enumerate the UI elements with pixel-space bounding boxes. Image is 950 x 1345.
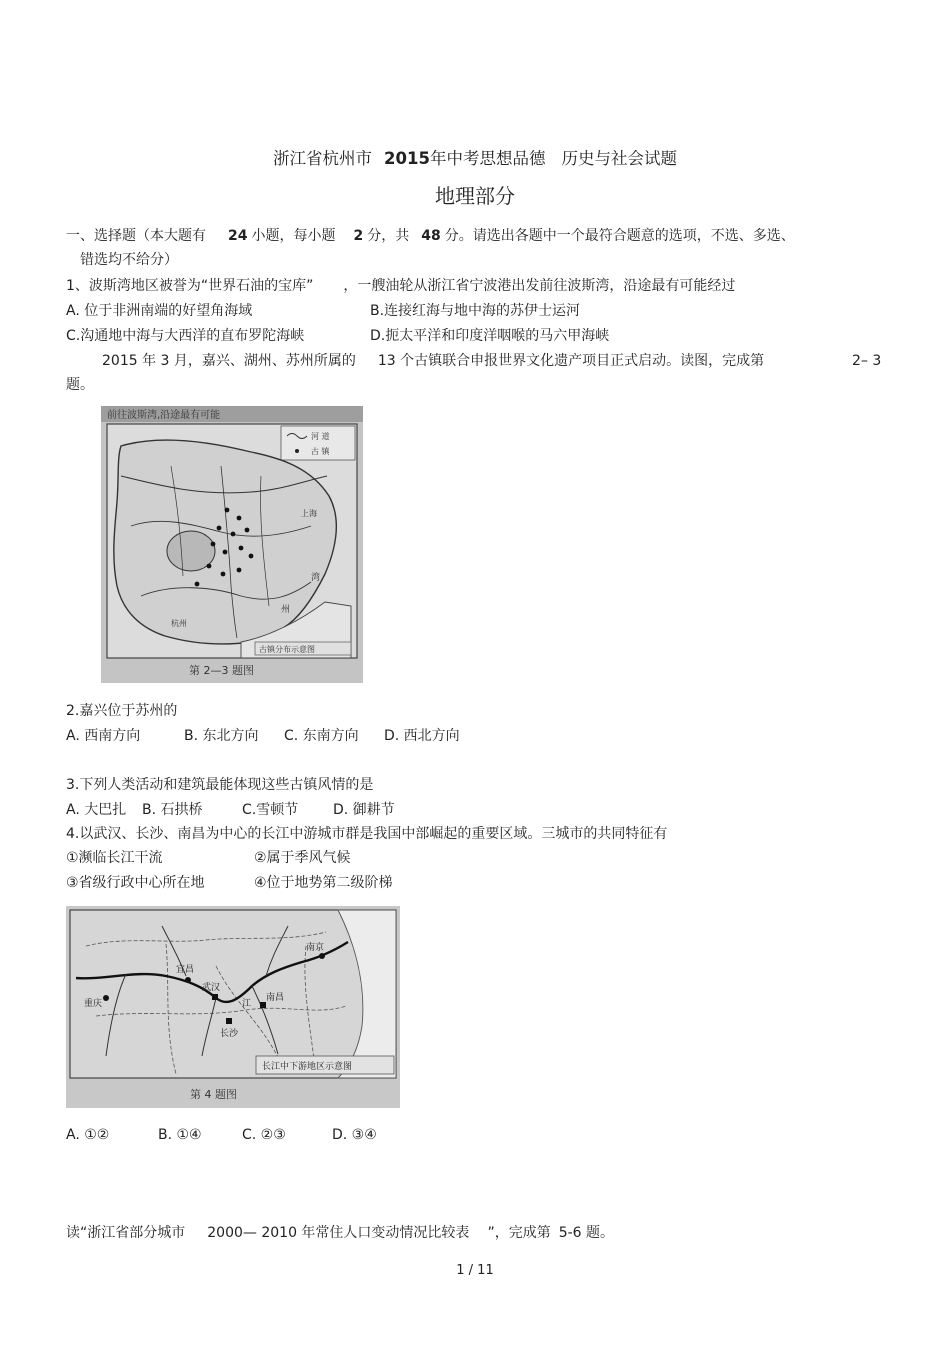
- instr-part-e: 分，共: [367, 228, 410, 244]
- map1-label-hangzhou: 杭州: [171, 619, 187, 628]
- instr-part-a: 一、选择题（本大题有: [66, 228, 206, 244]
- instr-points: 2: [353, 228, 364, 244]
- map2-label-nanjing: 南京: [306, 943, 325, 953]
- intro-q2-3: [102, 352, 764, 370]
- intro-end: 题。: [66, 377, 94, 393]
- map1-label-wan: 湾: [311, 573, 321, 583]
- title-post: 历史与社会试题: [561, 149, 677, 168]
- section-instructions: [66, 227, 795, 245]
- map2-caption: 第 4 题图: [190, 1088, 237, 1101]
- map2-label-yichang: 宜昌: [176, 965, 195, 975]
- q3-stem: 3.下列人类活动和建筑最能体现这些古镇风情的是: [66, 777, 374, 793]
- q2-option-c: C. 东南方向: [284, 728, 359, 744]
- title-year: 2015: [384, 149, 430, 168]
- q4-stem: 4.以武汉、长沙、南昌为中心的长江中游城市群是我国中部崛起的重要区域。三城市的共同特征有: [66, 826, 668, 842]
- map1-inset-title: 古镇分布示意图: [259, 645, 315, 654]
- q56-range: 5-6 题。: [558, 1225, 615, 1241]
- q4-option-b: B. ①④: [158, 1127, 202, 1143]
- q5-6-intro: [66, 1224, 614, 1242]
- q3-option-a: A. 大巴扎: [66, 802, 127, 818]
- page-subtitle: 地理部分: [435, 184, 515, 208]
- map2-label-wuhan: 武汉: [202, 983, 221, 993]
- legend-town: 古 镇: [311, 447, 330, 456]
- section-instructions-line2: 错选均不给分）: [80, 252, 178, 268]
- legend-river: 河 道: [311, 432, 330, 441]
- q4-statement-3: ③省级行政中心所在地: [66, 875, 205, 891]
- yangtze-region-map: [66, 906, 400, 1108]
- q4-statement-4: ④位于地势第二级阶梯: [254, 875, 393, 891]
- q1-stem-a: 1、波斯湾地区被誉为“世界石油的宝库”: [66, 278, 314, 294]
- map2-label-jiang: 江: [242, 999, 252, 1009]
- q1-option-c: C.沟通地中海与大西洋的直布罗陀海峡: [66, 328, 305, 344]
- instr-part-g: 分。请选出各题中一个最符合题意的选项，不选、多选、: [444, 228, 795, 244]
- q56-part-a: 读“浙江省部分城市: [66, 1225, 186, 1241]
- q2-stem: 2.嘉兴位于苏州的: [66, 703, 178, 719]
- q2-option-d: D. 西北方向: [384, 728, 460, 744]
- map2-inset-title: 长江中下游地区示意图: [262, 1062, 353, 1072]
- map2-label-nanchang: 南昌: [266, 993, 285, 1003]
- intro-a: 2015 年 3 月，嘉兴、湖州、苏州所属的: [102, 353, 356, 369]
- instr-total: 48: [421, 228, 441, 244]
- q4-option-c: C. ②③: [242, 1127, 286, 1143]
- intro-b: 13 个古镇联合申报世界文化遗产项目正式启动。读图，完成第: [377, 353, 765, 369]
- q1-stem-b: ，一艘油轮从浙江省宁波港出发前往波斯湾，沿途最有可能经过: [343, 278, 736, 294]
- q1-option-d: D.扼太平洋和印度洋咽喉的马六甲海峡: [370, 328, 610, 344]
- q2-option-a: A. 西南方向: [66, 728, 141, 744]
- intro-range: 2– 3: [852, 353, 882, 369]
- map2-label-changsha: 长沙: [220, 1029, 239, 1039]
- page-title: [0, 148, 950, 170]
- q3-option-c: C.雪顿节: [242, 802, 299, 818]
- q4-option-d: D. ③④: [332, 1127, 377, 1143]
- page-number: 1 / 11: [456, 1263, 494, 1278]
- title-mid: 年中考思想品德: [429, 149, 546, 168]
- instr-part-c: 小题，每小题: [251, 228, 336, 244]
- q3-option-d: D. 御耕节: [333, 802, 395, 818]
- q4-option-a: A. ①②: [66, 1127, 110, 1143]
- title-pre: 浙江省杭州市: [273, 149, 373, 168]
- map1-caption: 第 2—3 题图: [189, 664, 254, 677]
- instr-count: 24: [228, 228, 248, 244]
- q2-option-b: B. 东北方向: [184, 728, 259, 744]
- q4-statement-2: ②属于季风气候: [254, 850, 351, 866]
- q1-stem: [66, 277, 735, 295]
- map1-header: 前往波斯湾,沿途最有可能: [107, 410, 221, 421]
- map1-label-zhou: 州: [281, 605, 291, 615]
- q56-part-c: ”，完成第: [487, 1225, 551, 1241]
- map1-label-shanghai: 上海: [301, 509, 317, 518]
- q1-option-a: A. 位于非洲南端的好望角海域: [66, 303, 253, 319]
- ancient-towns-map: [101, 406, 363, 683]
- map2-label-chongqing: 重庆: [84, 999, 103, 1009]
- q3-option-b: B. 石拱桥: [142, 802, 203, 818]
- q1-option-b: B.连接红海与地中海的苏伊士运河: [370, 303, 581, 319]
- q4-statement-1: ①濒临长江干流: [66, 850, 163, 866]
- q56-table-name: 2000— 2010 年常住人口变动情况比较表: [207, 1225, 470, 1241]
